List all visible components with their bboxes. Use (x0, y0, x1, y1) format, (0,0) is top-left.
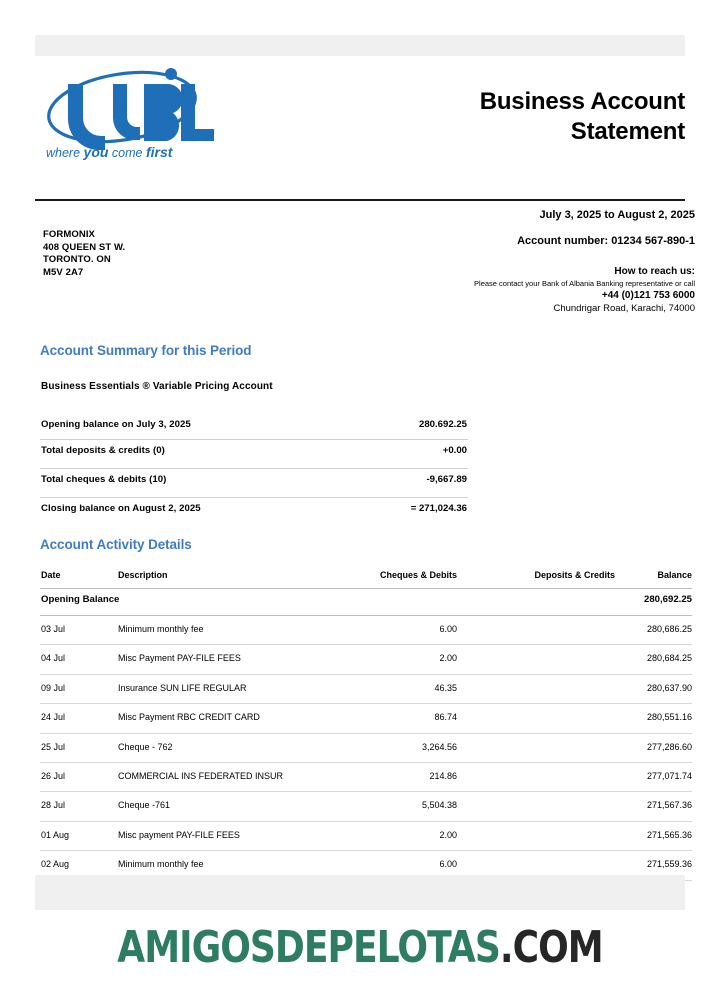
contact-phone: +44 (0)121 753 6000 (601, 290, 695, 301)
cell-balance: 271,567.36 (646, 800, 692, 811)
cell-debit: 2.00 (439, 829, 457, 840)
cell-date: 26 Jul (41, 770, 66, 781)
branch-address: Chundrigar Road, Karachi, 74000 (553, 303, 695, 314)
cell-debit: 6.00 (439, 859, 457, 870)
customer-name: FORMONIX (43, 229, 95, 240)
table-row (40, 616, 692, 645)
table-row (40, 792, 692, 821)
summary-row-closing (40, 498, 468, 526)
cell-date: 01 Aug (41, 829, 70, 840)
cell-balance: 280,686.25 (646, 624, 692, 634)
table-row (40, 763, 692, 792)
how-to-reach-note: Please contact your Bank of Albania Banking representative or call (474, 279, 695, 288)
customer-postal: M5V 2A7 (43, 266, 84, 278)
column-header-debits: Cheques & Debits (379, 570, 457, 580)
top-gray-band (35, 35, 685, 56)
cell-debit: 2.00 (439, 653, 457, 664)
bottom-gray-band (35, 875, 685, 910)
column-header-date: Date (41, 570, 61, 580)
summary-value: 280.692.25 (418, 419, 467, 430)
page-title-line2: Statement (570, 118, 685, 145)
summary-row-opening (40, 414, 468, 440)
cell-date: 02 Aug (41, 859, 70, 870)
cell-description: COMMERCIAL INS FEDERATED INSUR (118, 770, 284, 781)
cell-description: Misc payment PAY-FILE FEES (118, 829, 240, 840)
cell-balance: 280,551.16 (646, 712, 692, 723)
account-type-label: Business Essentials ® Variable Pricing Account (41, 381, 273, 392)
cell-description: Misc Payment RBC CREDIT CARD (118, 712, 260, 723)
cell-description: Insurance SUN LIFE REGULAR (118, 682, 247, 693)
customer-street: 408 QUEEN ST W. (43, 241, 126, 253)
how-to-reach-heading: How to reach us: (614, 266, 695, 277)
cell-debit: 46.35 (434, 682, 457, 693)
table-row (40, 675, 692, 704)
opening-balance-row (40, 589, 692, 616)
statement-meta-block (295, 208, 695, 315)
tagline-come: come (111, 146, 143, 160)
cell-description: Cheque - 762 (118, 741, 173, 752)
cell-description: Minimum monthly fee (118, 624, 204, 634)
customer-address-block (43, 229, 125, 279)
cell-date: 25 Jul (41, 741, 66, 752)
summary-value: -9,667.89 (426, 474, 467, 485)
cell-description: Misc Payment PAY-FILE FEES (118, 653, 241, 664)
account-number: Account number: 01234 567-890-1 (517, 235, 695, 247)
opening-balance-label: Opening Balance (41, 594, 120, 605)
watermark-tld: .COM (499, 922, 603, 973)
document-header (35, 60, 685, 170)
cell-description: Cheque -761 (118, 800, 171, 811)
customer-city: TORONTO. ON (43, 254, 111, 266)
column-header-credits: Deposits & Credits (534, 570, 615, 580)
cell-debit: 86.74 (434, 712, 457, 723)
summary-row-debits (40, 469, 468, 498)
column-header-balance: Balance (657, 570, 692, 580)
cell-balance: 271,565.36 (646, 829, 692, 840)
summary-value: +0.00 (442, 445, 467, 456)
cell-debit: 6.00 (439, 624, 457, 634)
tagline-where: where (46, 146, 81, 160)
cell-date: 28 Jul (41, 800, 66, 811)
cell-balance: 277,071.74 (646, 770, 692, 781)
cell-balance: 280,637.90 (646, 682, 692, 693)
account-activity-table (40, 568, 692, 881)
watermark-name: AMIGOSDEPELOTAS (117, 922, 500, 973)
page-title (255, 87, 685, 147)
cell-date: 03 Jul (41, 624, 66, 634)
cell-balance: 280,684.25 (646, 653, 692, 664)
account-summary-table (40, 414, 468, 526)
table-row (40, 734, 692, 763)
cell-balance: 271,559.36 (646, 859, 692, 870)
cell-date: 24 Jul (41, 712, 66, 723)
table-row (40, 822, 692, 851)
header-divider (35, 199, 685, 201)
logo-tagline (46, 144, 172, 160)
table-row (40, 645, 692, 674)
tagline-first: first (145, 144, 173, 160)
site-watermark (65, 922, 655, 973)
tagline-you: you (83, 144, 109, 160)
account-summary-heading: Account Summary for this Period (40, 343, 252, 358)
summary-label: Total deposits & credits (0) (41, 445, 165, 456)
summary-label: Total cheques & debits (10) (41, 474, 167, 485)
cell-description: Minimum monthly fee (118, 859, 204, 870)
cell-balance: 277,286.60 (646, 741, 692, 752)
table-header-row (40, 568, 692, 589)
column-header-description: Description (118, 570, 168, 580)
summary-label: Closing balance on August 2, 2025 (41, 503, 201, 514)
summary-row-deposits (40, 440, 468, 469)
cell-date: 09 Jul (41, 682, 66, 693)
summary-label: Opening balance on July 3, 2025 (41, 419, 191, 430)
cell-date: 04 Jul (41, 653, 66, 664)
cell-debit: 3,264.56 (421, 741, 457, 752)
opening-balance-value: 280,692.25 (643, 594, 692, 605)
cell-debit: 5,504.38 (421, 800, 457, 811)
account-activity-heading: Account Activity Details (40, 537, 192, 552)
statement-period: July 3, 2025 to August 2, 2025 (539, 209, 695, 221)
table-row (40, 704, 692, 733)
ubl-logo (40, 60, 220, 165)
page-title-line1: Business Account (479, 88, 685, 115)
cell-debit: 214.86 (429, 770, 457, 781)
summary-value: = 271,024.36 (410, 503, 467, 514)
